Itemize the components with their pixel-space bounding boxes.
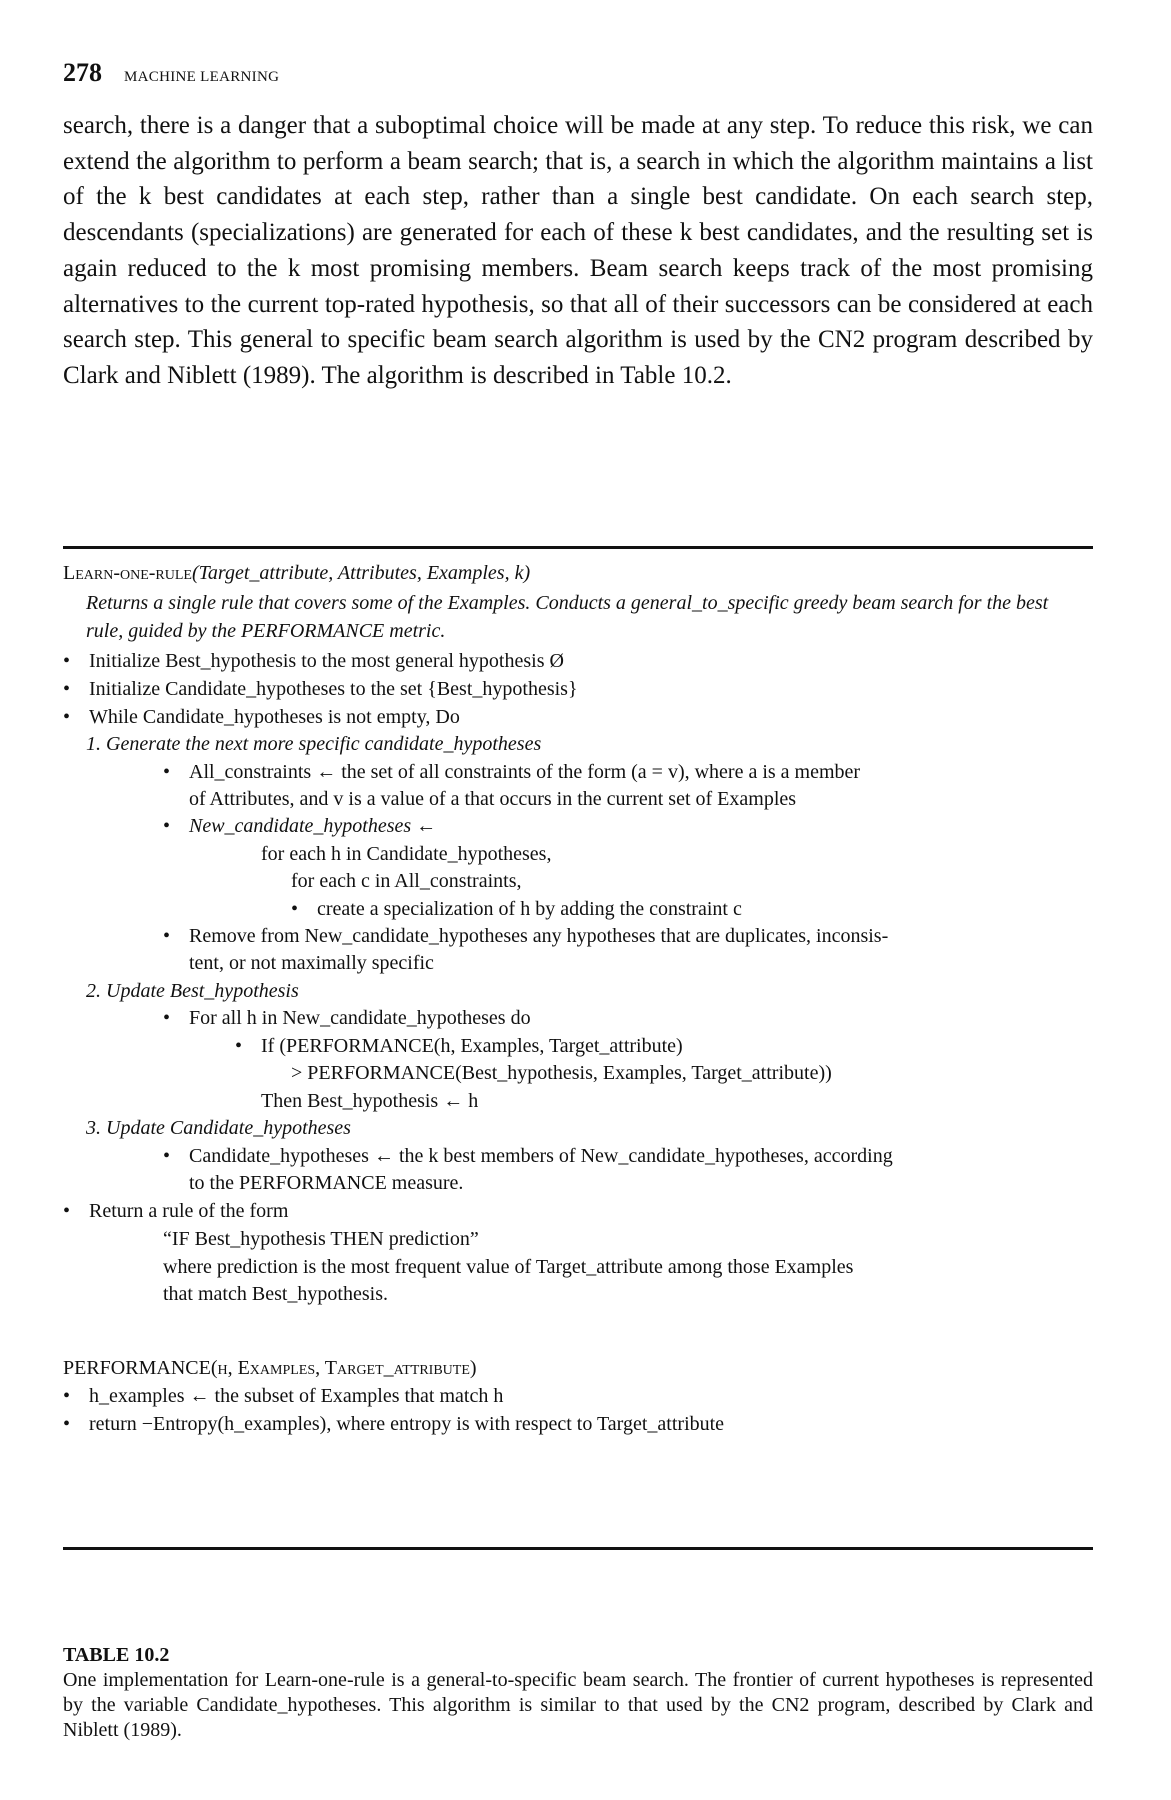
algo-line: • New_candidate_hypotheses ← [163, 815, 437, 837]
caption-text: One implementation for Learn-one-rule is a general-to-specific beam search. The frontier of current hypotheses is represented by the variable Candidate_hypotheses. This algorithm is similar to that used by the CN2 program, described by Clark and Niblett (1989). [63, 1669, 1093, 1741]
algo-line: tent, or not maximally specific [189, 952, 434, 974]
algo-line: “IF Best_hypothesis THEN prediction” [163, 1228, 479, 1250]
algo-line: • create a specialization of h by adding the constraint c [291, 898, 742, 920]
algorithm-description: Returns a single rule that covers some of the Examples. Conducts a general_to_specific greedy beam search for the best rule, guided by the PERFORMANCE metric. [86, 592, 1049, 642]
algo-line: of Attributes, and v is a value of a that occurs in the current set of Examples [189, 788, 797, 810]
table-caption [63, 1643, 1093, 1743]
algo-line: > PERFORMANCE(Best_hypothesis, Examples, Target_attribute)) [291, 1062, 832, 1084]
page-header [63, 58, 279, 88]
algorithm-signature: Learn-one-rule(Target_attribute, Attributes, Examples, k) [63, 562, 531, 584]
running-head: MACHINE LEARNING [124, 69, 280, 85]
algo-step: 3. Update Candidate_hypotheses [86, 1117, 351, 1139]
algo-line: • If (PERFORMANCE(h, Examples, Target_attribute) [235, 1035, 683, 1057]
table-bottom-rule [63, 1547, 1093, 1550]
algo-line: • Return a rule of the form [63, 1200, 289, 1222]
algo-line: for each c in All_constraints, [291, 870, 522, 892]
algo-line: • Initialize Best_hypothesis to the most general hypothesis Ø [63, 650, 564, 672]
algo-line: that match Best_hypothesis. [163, 1283, 388, 1305]
algo-line: Then Best_hypothesis ← h [261, 1090, 479, 1112]
performance-signature: PERFORMANCE(h, Examples, Target_attribute) [63, 1357, 477, 1379]
algo-line: • While Candidate_hypotheses is not empty, Do [63, 706, 460, 728]
performance-line: • h_examples ← the subset of Examples that match h [63, 1385, 504, 1407]
performance-line: • return −Entropy(h_examples), where entropy is with respect to Target_attribute [63, 1413, 725, 1435]
algo-line: where prediction is the most frequent value of Target_attribute among those Examples [163, 1256, 854, 1278]
algo-line: • Candidate_hypotheses ← the k best members of New_candidate_hypotheses, according [163, 1145, 893, 1167]
algo-step: 2. Update Best_hypothesis [86, 980, 299, 1002]
caption-title: TABLE 10.2 [63, 1644, 170, 1666]
algo-line: for each h in Candidate_hypotheses, [261, 843, 552, 865]
page-number: 278 [63, 58, 102, 87]
table-top-rule [63, 546, 1093, 549]
body-paragraph: search, there is a danger that a suboptimal choice will be made at any step. To reduce this risk, we can extend the algorithm to perform a beam search; that is, a search in which the algorithm maintains a list of the k best candidates at each step, rather than a single best candidate. On each search step, descendants (specializations) are generated for each of these k best candidates, and the resulting set is again reduced to the k most promising members. Beam search keeps track of the most promising alternatives to the current top-rated hypothesis, so that all of their successors can be considered at each search step. This general to specific beam search algorithm is used by the CN2 program described by Clark and Niblett (1989). The algorithm is described in Table 10.2. [63, 112, 1093, 389]
algo-line: • Remove from New_candidate_hypotheses any hypotheses that are duplicates, inconsis- [163, 925, 889, 947]
algo-line: • For all h in New_candidate_hypotheses do [163, 1007, 531, 1029]
algo-step: 1. Generate the next more specific candidate_hypotheses [86, 733, 542, 755]
algo-line: • Initialize Candidate_hypotheses to the set {Best_hypothesis} [63, 678, 578, 700]
algo-line: • All_constraints ← the set of all constraints of the form (a = v), where a is a member [163, 761, 861, 783]
algo-line: to the PERFORMANCE measure. [189, 1172, 464, 1194]
